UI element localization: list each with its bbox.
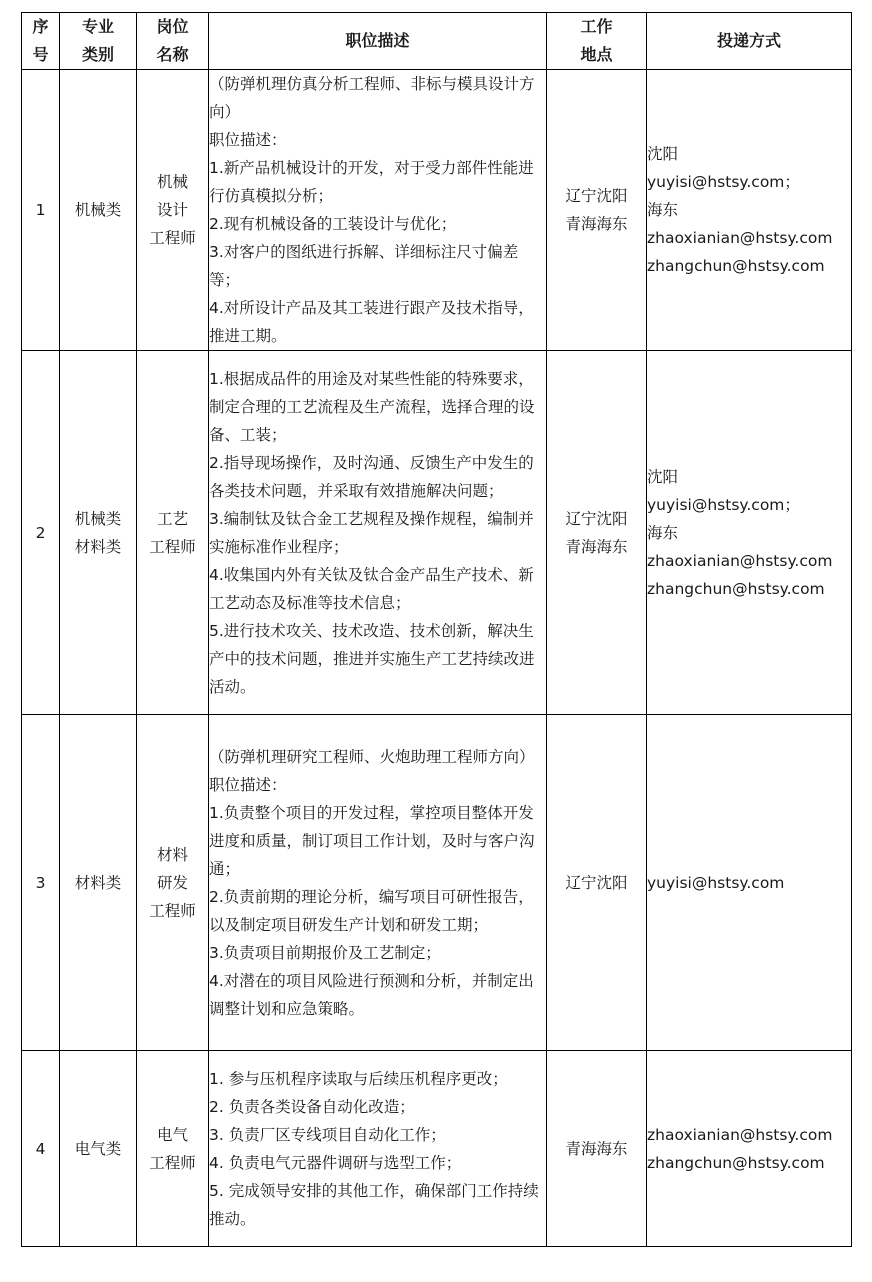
- cell-major: [60, 715, 137, 1051]
- cell-description-line: 4.对所设计产品及其工装进行跟产及技术指导，推进工期。: [209, 299, 534, 345]
- cell-description-line: 5. 完成领导安排的其他工作，确保部门工作持续推动。: [209, 1181, 539, 1228]
- cell-contact-line: 沈阳: [647, 467, 679, 486]
- header-description: 职位描述: [209, 13, 547, 70]
- job-table: [21, 12, 852, 1247]
- cell-contact-line: zhaoxianian@hstsy.com: [647, 229, 833, 247]
- cell-description-line: 1. 参与压机程序读取与后续压机程序更改；: [209, 1069, 508, 1088]
- cell-contact: [647, 351, 852, 715]
- cell-major-line: 机械类: [74, 201, 122, 219]
- cell-position-line: 工程师: [149, 537, 196, 556]
- cell-description-line: 4.对潜在的项目风险进行预测和分析，并制定出调整计划和应急策略。: [209, 971, 534, 1018]
- cell-location-line: 辽宁沈阳: [565, 873, 628, 892]
- cell-description-line: （防弹机理仿真分析工程师、非标与模具设计方向）: [209, 75, 535, 121]
- cell-contact-line: zhangchun@hstsy.com: [647, 1153, 825, 1172]
- cell-location: [547, 351, 647, 715]
- cell-major: [60, 1051, 137, 1247]
- table-row: [22, 351, 852, 715]
- cell-contact: [647, 1051, 852, 1247]
- cell-seq: 1: [22, 70, 60, 351]
- header-major: 专业 类别: [60, 13, 137, 70]
- cell-location-line: 青海海东: [565, 215, 628, 233]
- cell-position-line: 工艺: [156, 509, 188, 528]
- cell-major: [60, 70, 137, 351]
- cell-position-line: 设计: [156, 201, 188, 219]
- cell-description-line: 1.新产品机械设计的开发，对于受力部件性能进行仿真模拟分析；: [209, 159, 534, 205]
- cell-contact-line: yuyisi@hstsy.com；: [647, 173, 800, 191]
- cell-major-line: 电气类: [74, 1139, 122, 1158]
- cell-description: [209, 1051, 547, 1247]
- cell-position-line: 机械: [156, 173, 188, 191]
- header-row: [22, 13, 852, 70]
- cell-location: [547, 70, 647, 351]
- cell-contact-line: zhaoxianian@hstsy.com: [647, 551, 833, 570]
- cell-description-line: 3. 负责厂区专线项目自动化工作；: [209, 1125, 446, 1144]
- cell-description-line: 职位描述：: [209, 775, 287, 794]
- cell-location-line: 辽宁沈阳: [565, 509, 628, 528]
- cell-seq: 4: [22, 1051, 60, 1247]
- cell-location-line: 青海海东: [565, 1139, 628, 1158]
- cell-description-line: 2.指导现场操作，及时沟通、反馈生产中发生的各类技术问题，并采取有效措施解决问题；: [209, 453, 534, 500]
- cell-description-line: 4. 负责电气元器件调研与选型工作；: [209, 1153, 462, 1172]
- cell-description-line: 5.进行技术攻关、技术改造、技术创新，解决生产中的技术问题，推进并实施生产工艺持续改进活动。: [209, 621, 535, 696]
- cell-description-line: 职位描述：: [209, 131, 287, 149]
- cell-contact-line: zhaoxianian@hstsy.com: [647, 1125, 833, 1144]
- cell-contact-line: 海东: [647, 523, 679, 542]
- cell-position: [137, 70, 209, 351]
- cell-major-line: 材料类: [74, 873, 122, 892]
- table-row: [22, 715, 852, 1051]
- cell-description: [209, 351, 547, 715]
- cell-position: [137, 351, 209, 715]
- cell-description: [209, 70, 547, 351]
- cell-description-line: 2.负责前期的理论分析，编写项目可研性报告，以及制定项目研发生产计划和研发工期；: [209, 887, 534, 934]
- cell-position-line: 电气: [156, 1125, 188, 1144]
- cell-contact-line: zhangchun@hstsy.com: [647, 257, 825, 275]
- header-location: 工作 地点: [547, 13, 647, 70]
- cell-description-line: 2.现有机械设备的工装设计与优化；: [209, 215, 457, 233]
- cell-position-line: 工程师: [149, 1153, 196, 1172]
- cell-description-line: 1.根据成品件的用途及对某些性能的特殊要求，制定合理的工艺流程及生产流程，选择合理的设备、工装；: [209, 369, 535, 444]
- cell-contact-line: zhangchun@hstsy.com: [647, 579, 825, 598]
- cell-contact-line: 沈阳: [647, 145, 679, 163]
- cell-location: [547, 1051, 647, 1247]
- cell-major-line: 材料类: [74, 537, 122, 556]
- table-row: [22, 70, 852, 351]
- cell-position-line: 工程师: [149, 229, 196, 247]
- cell-contact: [647, 70, 852, 351]
- cell-contact-line: 海东: [647, 201, 679, 219]
- cell-description-line: 2. 负责各类设备自动化改造；: [209, 1097, 415, 1116]
- cell-seq: 3: [22, 715, 60, 1051]
- cell-position: [137, 715, 209, 1051]
- cell-description: [209, 715, 547, 1051]
- cell-description-line: （防弹机理研究工程师、火炮助理工程师方向）: [209, 747, 535, 766]
- cell-seq: 2: [22, 351, 60, 715]
- cell-major-line: 机械类: [74, 509, 122, 528]
- cell-location: [547, 715, 647, 1051]
- cell-description-line: 4.收集国内外有关钛及钛合金产品生产技术、新工艺动态及标准等技术信息；: [209, 565, 534, 612]
- cell-location-line: 青海海东: [565, 537, 628, 556]
- header-apply: 投递方式: [647, 13, 852, 70]
- cell-position: [137, 1051, 209, 1247]
- cell-description-line: 1.负责整个项目的开发过程，掌控项目整体开发进度和质量，制订项目工作计划，及时与客户沟通；: [209, 803, 535, 878]
- cell-position-line: 研发: [156, 873, 188, 892]
- cell-contact: [647, 715, 852, 1051]
- cell-position-line: 材料: [156, 845, 188, 864]
- cell-contact-line: yuyisi@hstsy.com: [647, 873, 785, 892]
- cell-major: [60, 351, 137, 715]
- table-row: [22, 1051, 852, 1247]
- header-seq: 序 号: [22, 13, 60, 70]
- cell-description-line: 3.负责项目前期报价及工艺制定；: [209, 943, 441, 962]
- cell-description-line: 3.对客户的图纸进行拆解、详细标注尺寸偏差等；: [209, 243, 519, 289]
- cell-location-line: 辽宁沈阳: [565, 187, 628, 205]
- cell-position-line: 工程师: [149, 901, 196, 920]
- header-position: 岗位 名称: [137, 13, 209, 70]
- cell-description-line: 3.编制钛及钛合金工艺规程及操作规程，编制并实施标准作业程序；: [209, 509, 534, 556]
- cell-contact-line: yuyisi@hstsy.com；: [647, 495, 800, 514]
